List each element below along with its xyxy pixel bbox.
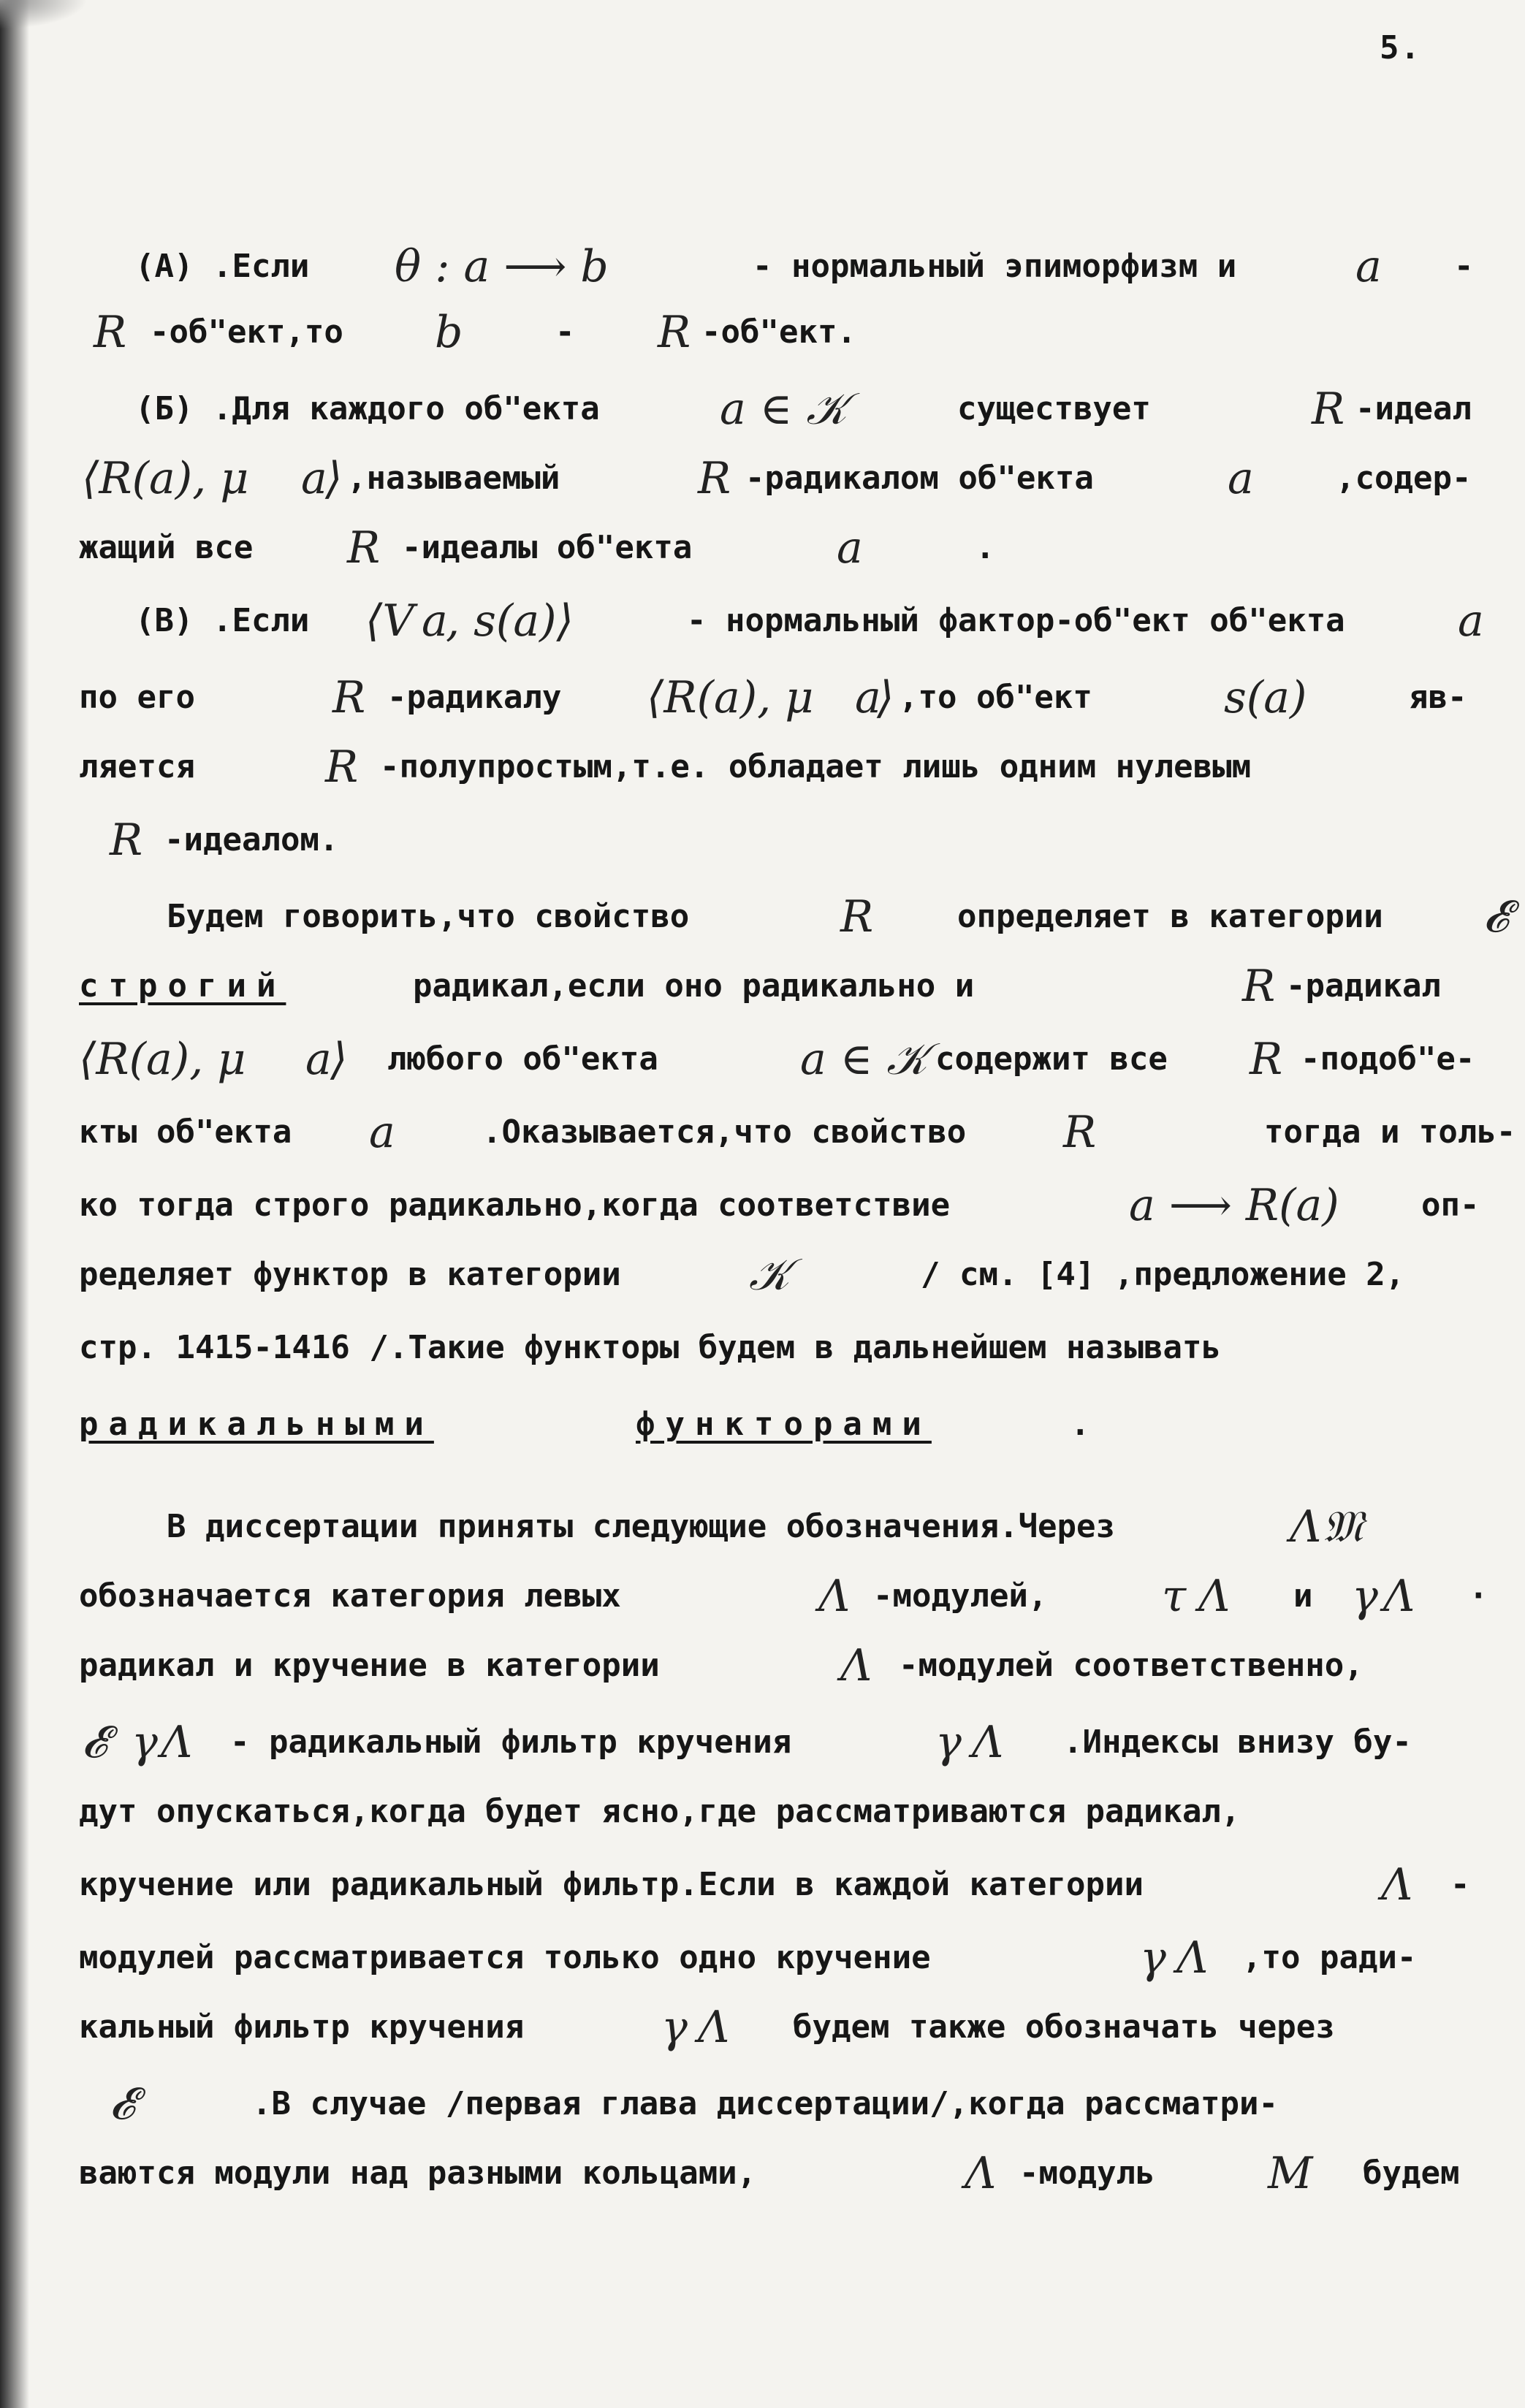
- typed-text: -: [555, 313, 575, 351]
- handwritten-symbol: Λ: [698, 2002, 730, 2053]
- text-line: [0, 888, 1525, 946]
- handwritten-symbol: ⟨R(a), μ: [79, 1034, 246, 1085]
- typed-text: - нормальный эпиморфизм и: [753, 248, 1237, 285]
- text-line: [0, 2144, 1525, 2203]
- handwritten-symbol: R: [698, 453, 731, 504]
- handwritten-symbol: Λ: [1290, 1501, 1322, 1552]
- typed-text: В диссертации приняты следующие обозначения.Через: [167, 1508, 1116, 1545]
- handwritten-symbol: ⟩: [325, 453, 343, 504]
- handwritten-symbol: Λ: [965, 2148, 997, 2199]
- typed-text: -полупростым,т.е. обладает лишь одним нулевым: [380, 748, 1252, 785]
- typed-text: жащий все: [79, 529, 254, 566]
- handwritten-symbol: a: [1228, 453, 1254, 504]
- handwritten-symbol: a: [837, 522, 863, 574]
- typed-text: .Индексы внизу бу-: [1063, 1723, 1412, 1761]
- text-line: [0, 811, 1525, 869]
- typed-text: ределяет функтор в категории: [79, 1256, 621, 1293]
- handwritten-symbol: Λ: [972, 1717, 1004, 1768]
- typed-text: .: [1070, 1406, 1090, 1443]
- typed-text: (В) .Если: [135, 602, 310, 639]
- typed-text: -модуль: [1019, 2154, 1155, 2192]
- text-line: [0, 519, 1525, 577]
- page-number: 5.: [1380, 29, 1421, 66]
- typed-text: -радикалом об"екта: [745, 460, 1094, 497]
- handwritten-symbol: R: [1063, 1107, 1097, 1158]
- typed-text: любого об"екта: [387, 1040, 658, 1078]
- text-line: [0, 1856, 1525, 1914]
- typed-text: тогда и толь-: [1264, 1113, 1516, 1151]
- text-line: [0, 1637, 1525, 1695]
- handwritten-symbol: γ: [935, 1717, 962, 1768]
- typed-text: ко тогда строго радикально,когда соответствие: [79, 1186, 951, 1224]
- typed-text: радикал,если оно радикально и: [413, 967, 975, 1005]
- typed-text: обозначается категория левых: [79, 1577, 621, 1615]
- text-line: [0, 1998, 1525, 2057]
- typed-text: -модулей соответственно,: [899, 1647, 1364, 1684]
- typed-text: ,называемый: [347, 460, 560, 497]
- handwritten-symbol: R: [347, 522, 381, 574]
- text-line: [0, 1713, 1525, 1772]
- handwritten-symbol: R: [1250, 1034, 1283, 1085]
- typed-text: модулей рассматривается только одно кручение: [79, 1939, 931, 1976]
- text-line: [0, 1103, 1525, 1162]
- typed-text: -радикалу: [387, 679, 562, 716]
- text-line: [0, 1567, 1525, 1626]
- typed-text: дут опускаться,когда будет ясно,где рассматриваются радикал,: [79, 1793, 1241, 1830]
- typed-text: кальный фильтр кручения: [79, 2008, 525, 2046]
- handwritten-symbol: ⟨V: [365, 595, 414, 647]
- handwritten-symbol: 𝔐: [1323, 1501, 1364, 1552]
- handwritten-symbol: γ: [661, 2002, 688, 2053]
- text-line: [0, 303, 1525, 362]
- handwritten-symbol: R: [325, 742, 359, 793]
- text-line: [0, 237, 1525, 296]
- typed-text: кручение или радикальный фильтр.Если в каждой категории: [79, 1866, 1144, 1903]
- handwritten-symbol: τ: [1162, 1571, 1187, 1622]
- typed-text: (Б) .Для каждого об"екта: [135, 390, 600, 427]
- handwritten-symbol: R: [332, 672, 366, 723]
- text-line: [0, 1176, 1525, 1235]
- handwritten-symbol: a ⟶ R(a): [1129, 1180, 1339, 1231]
- text-line: [0, 1929, 1525, 1987]
- typed-text: -об"ект,то: [150, 313, 343, 351]
- text-line: [0, 592, 1525, 650]
- text-line: [0, 380, 1525, 438]
- handwritten-symbol: R: [658, 307, 691, 358]
- handwritten-symbol: a ∈ 𝒦: [720, 384, 848, 435]
- typed-text: будем также обозначать через: [793, 2008, 1335, 2046]
- handwritten-symbol: a: [422, 595, 448, 647]
- typed-text: ,то ради-: [1242, 1939, 1417, 1976]
- handwritten-symbol: a: [855, 672, 881, 723]
- handwritten-symbol: R: [110, 815, 143, 866]
- typed-text: -идеал: [1355, 390, 1472, 427]
- typed-text: .: [976, 529, 995, 566]
- typed-text: и: [1293, 1577, 1313, 1615]
- handwritten-symbol: 𝓔: [1483, 891, 1509, 942]
- typed-text: -радикал: [1286, 967, 1441, 1005]
- handwritten-symbol: Λ: [1176, 1932, 1209, 1984]
- text-line: [0, 1783, 1525, 1841]
- handwritten-symbol: a: [305, 1034, 332, 1085]
- handwritten-symbol: γ: [132, 1717, 158, 1768]
- handwritten-symbol: a: [369, 1107, 395, 1158]
- handwritten-symbol: R: [840, 891, 874, 942]
- typed-text: -идеалом.: [164, 821, 339, 858]
- text-line: [0, 1319, 1525, 1377]
- handwritten-symbol: 𝓔: [110, 2079, 135, 2130]
- typed-text: (А) .Если: [135, 248, 310, 285]
- handwritten-symbol: Λ: [840, 1640, 872, 1691]
- typed-text: -подоб"е-: [1301, 1040, 1475, 1078]
- text-line: [0, 2075, 1525, 2133]
- typed-text: по его: [79, 679, 195, 716]
- typed-text: ,то об"ект: [899, 679, 1092, 716]
- handwritten-symbol: 𝓔: [82, 1717, 107, 1768]
- handwritten-symbol: ⟩: [330, 1034, 348, 1085]
- typed-text: будем: [1363, 2154, 1460, 2192]
- handwritten-symbol: a: [301, 453, 327, 504]
- typed-text: ляется: [79, 748, 195, 785]
- typed-text: ·: [1469, 1577, 1488, 1615]
- typed-text: содержит все: [935, 1040, 1168, 1078]
- handwritten-symbol: γ: [1352, 1571, 1378, 1622]
- handwritten-symbol: Λ: [1198, 1571, 1231, 1622]
- typed-text: ,содер-: [1336, 460, 1472, 497]
- typed-text: функторами: [636, 1406, 932, 1443]
- typed-text: -: [1454, 248, 1474, 285]
- handwritten-symbol: , s(a)⟩: [446, 595, 574, 647]
- typed-text: радикальными: [79, 1406, 434, 1443]
- handwritten-symbol: a: [1458, 595, 1484, 647]
- handwritten-symbol: R: [1242, 961, 1276, 1012]
- typed-text: Будем говорить,что свойство: [167, 898, 690, 935]
- handwritten-symbol: Λ: [1381, 1859, 1413, 1910]
- handwritten-symbol: Λ: [818, 1571, 851, 1622]
- typed-text: определяет в категории: [957, 898, 1383, 935]
- typed-text: строгий: [79, 967, 286, 1005]
- typed-text: -об"ект.: [701, 313, 856, 351]
- typed-text: яв-: [1409, 679, 1467, 716]
- typed-text: - радикальный фильтр кручения: [230, 1723, 792, 1761]
- typed-text: оп-: [1421, 1186, 1480, 1224]
- typed-text: кты об"екта: [79, 1113, 292, 1151]
- typed-text: -модулей,: [873, 1577, 1048, 1615]
- text-line: [0, 1246, 1525, 1304]
- typed-text: / см. [4] ,предложение 2,: [921, 1256, 1405, 1293]
- handwritten-symbol: b: [435, 307, 463, 358]
- text-line: [0, 1030, 1525, 1089]
- handwritten-symbol: ⟨R(a), μ: [647, 672, 814, 723]
- handwritten-symbol: Λ: [161, 1717, 193, 1768]
- handwritten-symbol: γ: [1140, 1932, 1166, 1984]
- text-line: [0, 957, 1525, 1016]
- handwritten-symbol: R: [94, 307, 127, 358]
- handwritten-symbol: 𝒦: [749, 1249, 790, 1300]
- handwritten-symbol: Λ: [1383, 1571, 1415, 1622]
- typed-text: существует: [957, 390, 1151, 427]
- typed-text: -идеалы об"екта: [402, 529, 693, 566]
- handwritten-symbol: a ∈ 𝒦: [800, 1034, 928, 1085]
- scan-speck: [0, 0, 88, 29]
- typed-text: стр. 1415-1416 /.Такие функторы будем в дальнейшем называть: [79, 1329, 1221, 1366]
- handwritten-symbol: R: [1312, 384, 1345, 435]
- typed-text: - нормальный фактор-об"ект об"екта: [687, 602, 1345, 639]
- handwritten-symbol: θ : a ⟶ b: [395, 241, 609, 292]
- handwritten-symbol: ⟩: [877, 672, 894, 723]
- text-line: [0, 738, 1525, 796]
- typed-text: .В случае /первая глава диссертации/,когда рассматри-: [252, 2085, 1278, 2122]
- text-line: [0, 668, 1525, 727]
- typed-text: -: [1450, 1866, 1470, 1903]
- typed-text: ваются модули над разными кольцами,: [79, 2154, 757, 2192]
- typed-text: радикал и кручение в категории: [79, 1647, 660, 1684]
- handwritten-symbol: M: [1268, 2148, 1313, 2199]
- text-line: [0, 1395, 1525, 1454]
- text-line: [0, 449, 1525, 508]
- handwritten-symbol: a: [1355, 241, 1382, 292]
- handwritten-symbol: s(a): [1224, 672, 1307, 723]
- handwritten-symbol: ⟨R(a), μ: [82, 453, 249, 504]
- text-line: [0, 1498, 1525, 1556]
- typed-text: .Оказывается,что свойство: [482, 1113, 967, 1151]
